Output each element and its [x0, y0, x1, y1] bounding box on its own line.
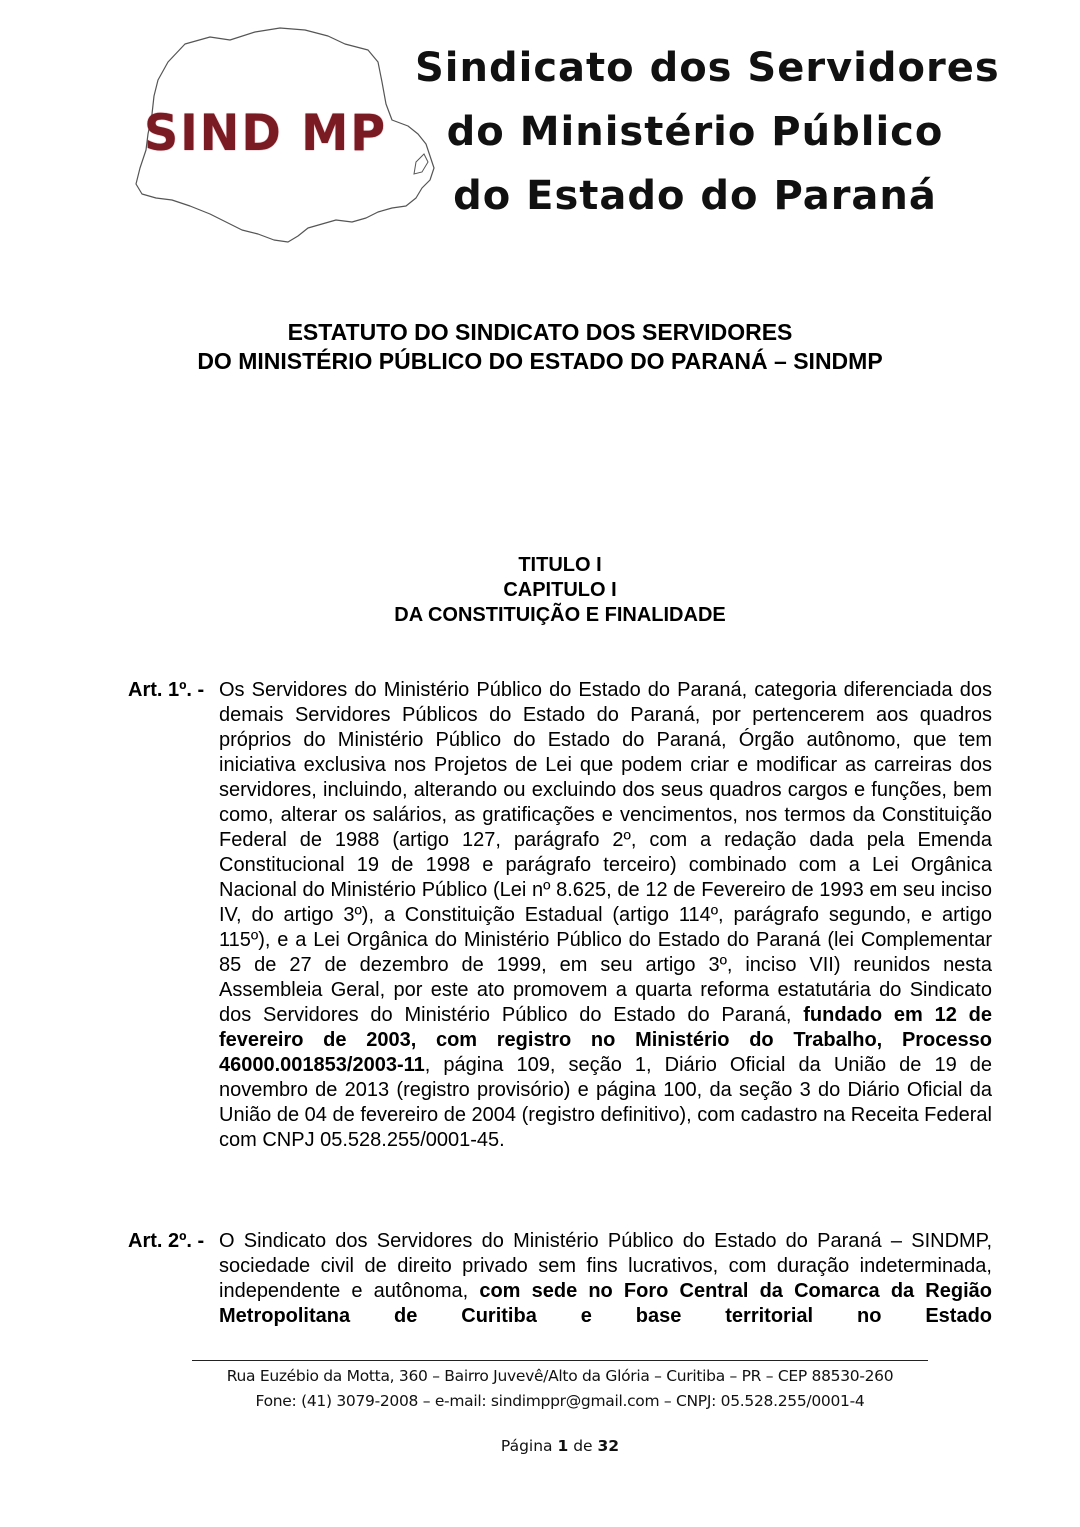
page-middle: de [568, 1437, 598, 1455]
article-2 [128, 1229, 992, 1329]
article-body [219, 1229, 992, 1329]
article-1 [128, 678, 992, 1153]
page-total: 32 [597, 1437, 620, 1455]
chapter-title: DA CONSTITUIÇÃO E FINALIDADE [394, 604, 726, 626]
article-text: , página 109, seção 1, Diário Oficial da União de 19 de novembro de 2013 (registro provisório) e página 100, da seção 3 do Diário Oficial da União de 04 de fevereiro de 2004 (registro definitivo), com cadastro na Receita Federal com CNPJ 05.528.255/0001-45. [219, 1054, 992, 1151]
article-body [219, 678, 992, 1153]
article-label: Art. 1º. - [128, 679, 205, 701]
footer-divider [192, 1360, 928, 1361]
page-number [0, 1437, 1080, 1455]
document-title [0, 318, 1080, 376]
article-text: O Sindicato dos Servidores do Ministério Público do Estado do Paraná – SINDMP, sociedade civil de direito privado sem fins lucrativos, com duração indeterminada, independente e autônoma, [219, 1230, 992, 1302]
title-line: ESTATUTO DO SINDICATO DOS SERVIDORES [287, 319, 793, 345]
footer-contact [0, 1364, 1080, 1414]
page-prefix: Página [500, 1437, 558, 1455]
article-bold-text: fundado em 12 de fevereiro de 2003, com registro no Ministério do Trabalho, Processo 46000.001853/2003-11 [219, 1004, 993, 1076]
titulo-heading: TITULO I [518, 554, 602, 576]
title-line: DO MINISTÉRIO PÚBLICO DO ESTADO DO PARANÁ – SINDMP [197, 348, 883, 374]
page-current: 1 [557, 1437, 569, 1455]
footer-address: Rua Euzébio da Motta, 360 – Bairro Juvevê/Alto da Glória – Curitiba – PR – CEP 88530-260 [226, 1367, 894, 1385]
capitulo-heading: CAPITULO I [503, 579, 617, 601]
sindmp-logo: SIND MP [144, 104, 387, 162]
org-name-line: Sindicato dos Servidores [415, 45, 1000, 91]
letterhead [120, 20, 1000, 250]
org-name-line: do Ministério Público [446, 109, 944, 155]
footer-contact-line: Fone: (41) 3079-2008 – e-mail: sindimppr@gmail.com – CNPJ: 05.528.255/0001-4 [255, 1392, 865, 1410]
article-label: Art. 2º. - [128, 1230, 205, 1252]
article-text: Os Servidores do Ministério Público do Estado do Paraná, categoria diferenciada dos demais Servidores Públicos do Estado do Paraná, por pertencerem aos quadros próprios do Ministério Público do Estado do Paraná, Órgão autônomo, que tem iniciativa exclusiva nos Projetos de Lei que podem criar e modificar as carreiras dos servidores, incluindo, alterando ou excluindo dos seus quadros cargos e funções, bem como, alterar os salários, as gratificações e vencimentos, nos termos da Constituição Federal de 1988 (artigo 127, parágrafo 2º, com a redação dada pela Emenda Constitucional 19 de 1998 e parágrafo terceiro) combinado com a Lei Orgânica Nacional do Ministério Público (Lei nº 8.625, de 12 de Fevereiro de 1993 em seu inciso IV, do artigo 3º), a Constituição Estadual (artigo 114º, parágrafo segundo, e artigo 115º), e a Lei Orgânica do Ministério Público do Estado do Paraná (lei Complementar 85 de 27 de dezembro de 1999, em seu artigo 3º, inciso VII) reunidos nesta Assembleia Geral, por este ato promovem a quarta reforma estatutária do Sindicato dos Servidores do Ministério Público do Estado do Paraná, [219, 679, 992, 1026]
org-name-line: do Estado do Paraná [453, 173, 937, 219]
section-heading [0, 553, 1080, 628]
organization-name [415, 36, 1000, 228]
article-bold-text: com sede no Foro Central da Comarca da Região Metropolitana de Curitiba e base territorial no Estado [219, 1280, 992, 1327]
